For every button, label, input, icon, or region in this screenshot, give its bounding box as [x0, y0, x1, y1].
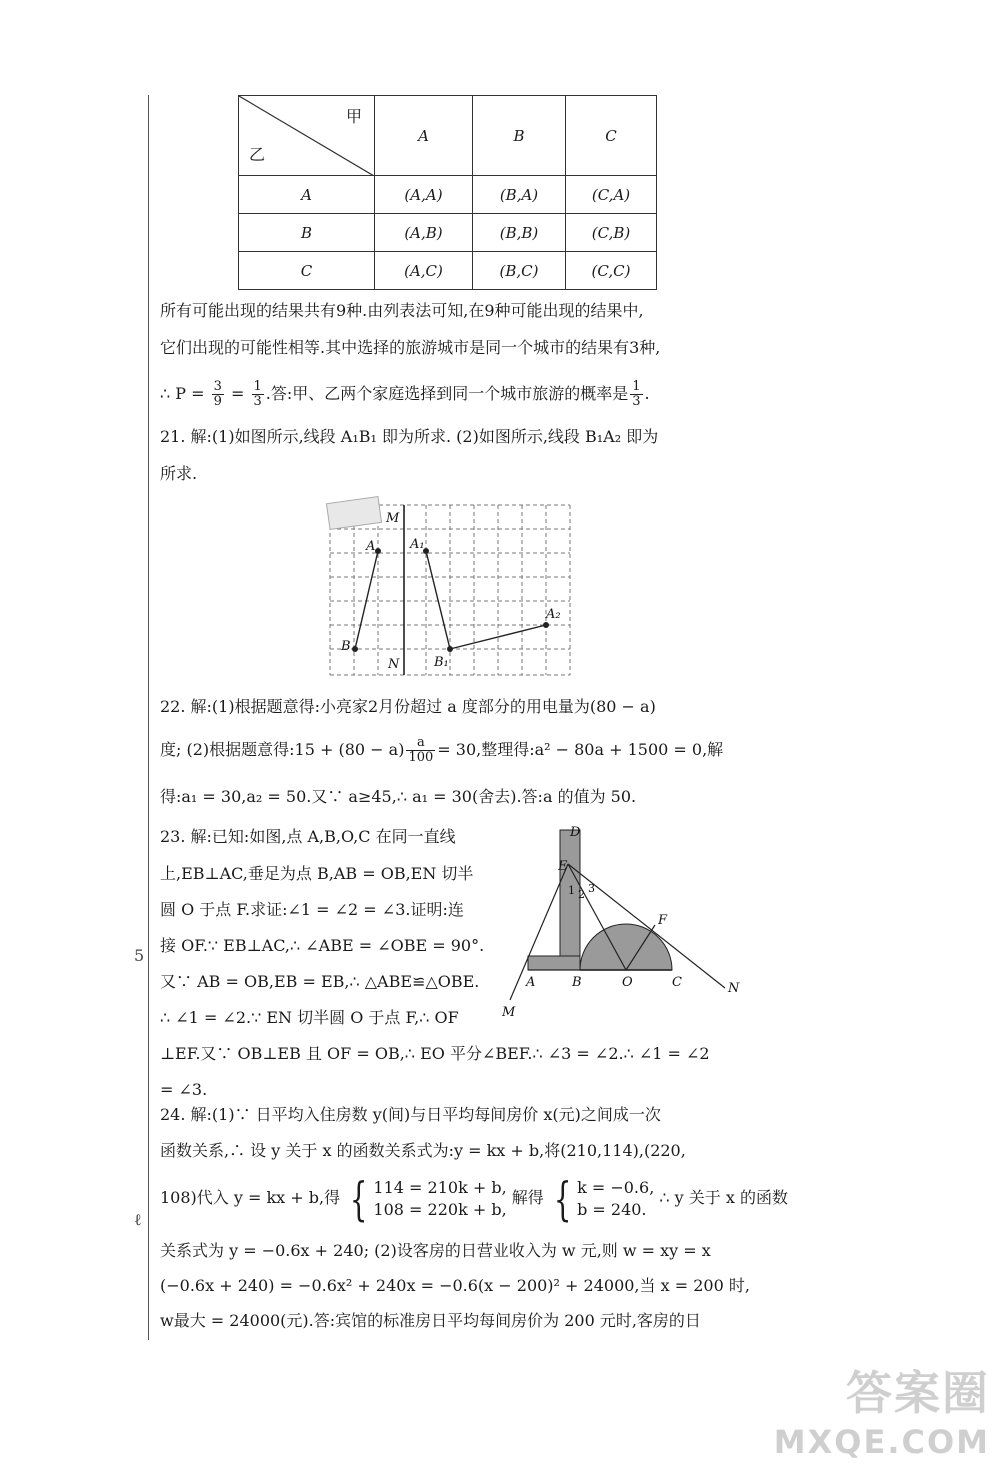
label-B1: B₁	[434, 655, 449, 670]
p20-line2: 它们出现的可能性相等.其中选择的旅游城市是同一个城市的结果有3种,	[160, 338, 661, 357]
label-M: M	[502, 1005, 516, 1020]
table-cell: (C,C)	[566, 252, 657, 290]
label-C: C	[672, 975, 682, 990]
p22-line3: 得:a₁ = 30,a₂ = 50.又∵ a≥45,∴ a₁ = 30(舍去).答:a 的值为 50.	[160, 787, 637, 806]
label-N: N	[388, 657, 400, 672]
watermark-line1: 答案圈	[846, 1366, 990, 1420]
col-header: A	[375, 96, 473, 176]
angle-2: 2	[578, 888, 585, 901]
scan-artifact	[326, 497, 381, 530]
outcome-table	[238, 95, 657, 290]
watermark-line2: MXQE.COM	[773, 1423, 990, 1461]
p24-line1: 24. 解:(1)∵ 日平均入住房数 y(间)与日平均每间房价 x(元)之间成一次	[160, 1105, 661, 1124]
p24-line5: (−0.6x + 240) = −0.6x² + 240x = −0.6(x − 200)² + 24000,当 x = 200 时,	[160, 1276, 750, 1295]
table-cell: (A,B)	[375, 214, 473, 252]
label-A1: A₁	[410, 537, 425, 552]
p20-line3: ∴ P = $\frac{3}{9}$ = $\frac{1}{3}$ .答:甲、乙两个家庭选择到同一个城市旅游的概率是 $\frac{1}{3}$ .	[160, 379, 650, 409]
label-A: A	[366, 539, 376, 554]
row-header: C	[239, 252, 375, 290]
label-A2: A₂	[546, 607, 561, 622]
table-cell: (A,A)	[375, 176, 473, 214]
table-corner-cell	[239, 96, 375, 176]
grid-figure	[318, 470, 588, 685]
label-B: B	[341, 639, 351, 654]
p23-line4: 接 OF.∵ EB⊥AC,∴ ∠ABE = ∠OBE = 90°.	[160, 936, 485, 955]
label-F: F	[658, 913, 668, 928]
p21-line2: 所求.	[160, 464, 198, 483]
table-row	[239, 214, 657, 252]
table-cell: (C,B)	[566, 214, 657, 252]
p20-line1: 所有可能出现的结果共有9种.由列表法可知,在9种可能出现的结果中,	[160, 301, 644, 320]
margin-mark: ℓ	[134, 1210, 142, 1229]
label-B: B	[572, 975, 582, 990]
p23-line8: = ∠3.	[160, 1080, 208, 1099]
label-M: M	[386, 511, 400, 526]
p23-line6: ∴ ∠1 = ∠2.∵ EN 切半圆 O 于点 F,∴ OF	[160, 1008, 459, 1027]
corner-bottom-label: 乙	[249, 145, 266, 164]
col-header: C	[566, 96, 657, 176]
p23-line7: ⊥EF.又∵ OB⊥EB 且 OF = OB,∴ EO 平分∠BEF.∴ ∠3 = ∠2.∴ ∠1 = ∠2	[160, 1044, 710, 1063]
table-cell: (B,C)	[473, 252, 566, 290]
label-D: D	[570, 825, 581, 840]
label-E: E	[558, 859, 568, 874]
corner-top-label: 甲	[345, 107, 362, 126]
row-header: B	[239, 214, 375, 252]
p24-line2: 函数关系,∴ 设 y 关于 x 的函数关系式为:y = kx + b,将(210,114),(220,	[160, 1141, 686, 1160]
angle-3: 3	[588, 882, 595, 895]
table-cell: (B,A)	[473, 176, 566, 214]
fraction: $\frac{1}{3}$	[253, 379, 262, 409]
p23-line2: 上,EB⊥AC,垂足为点 B,AB = OB,EN 切半	[160, 864, 474, 883]
p21-line1: 21. 解:(1)如图所示,线段 A₁B₁ 即为所求. (2)如图所示,线段 B₁A₂ 即为	[160, 427, 659, 446]
watermark	[774, 1357, 990, 1461]
p24-line4: 关系式为 y = −0.6x + 240; (2)设客房的日营业收入为 w 元,则 w = xy = x	[160, 1241, 711, 1260]
fraction: $\frac{1}{3}$	[632, 379, 641, 409]
p24-line3: 108)代入 y = kx + b,得 { 114 = 210k + b, 108 = 220k + b, 解得 { k = −0.6, b = 240. ∴ y 关于 x 的函数	[160, 1171, 788, 1226]
label-N: N	[728, 981, 740, 996]
angle-1: 1	[568, 884, 575, 897]
p22-line2: 度; (2)根据题意得:15 + (80 − a) $\frac{a}{100}$ = 30,整理得:a² − 80a + 1500 = 0,解	[160, 735, 724, 765]
table-cell: (B,B)	[473, 214, 566, 252]
table-cell: (C,A)	[566, 176, 657, 214]
label-A: A	[526, 975, 536, 990]
margin-mark: 5	[134, 946, 145, 965]
fraction: $\frac{a}{100}$	[408, 735, 434, 765]
col-header: B	[473, 96, 566, 176]
table-row	[239, 176, 657, 214]
margin-rule	[148, 95, 149, 1340]
label-O: O	[622, 975, 633, 990]
p23-line1: 23. 解:已知:如图,点 A,B,O,C 在同一直线	[160, 827, 456, 846]
geometry-figure	[500, 820, 750, 1030]
fraction: $\frac{3}{9}$	[213, 379, 222, 409]
p22-line1: 22. 解:(1)根据题意得:小亮家2月份超过 a 度部分的用电量为(80 − a)	[160, 697, 656, 716]
p24-line6: w最大 = 24000(元).答:宾馆的标准房日平均每间房价为 200 元时,客房的日	[160, 1311, 701, 1330]
row-header: A	[239, 176, 375, 214]
table-row	[239, 252, 657, 290]
table-cell: (A,C)	[375, 252, 473, 290]
p23-line3: 圆 O 于点 F.求证:∠1 = ∠2 = ∠3.证明:连	[160, 900, 464, 919]
p23-line5: 又∵ AB = OB,EB = EB,∴ △ABE≌△OBE.	[160, 972, 480, 991]
